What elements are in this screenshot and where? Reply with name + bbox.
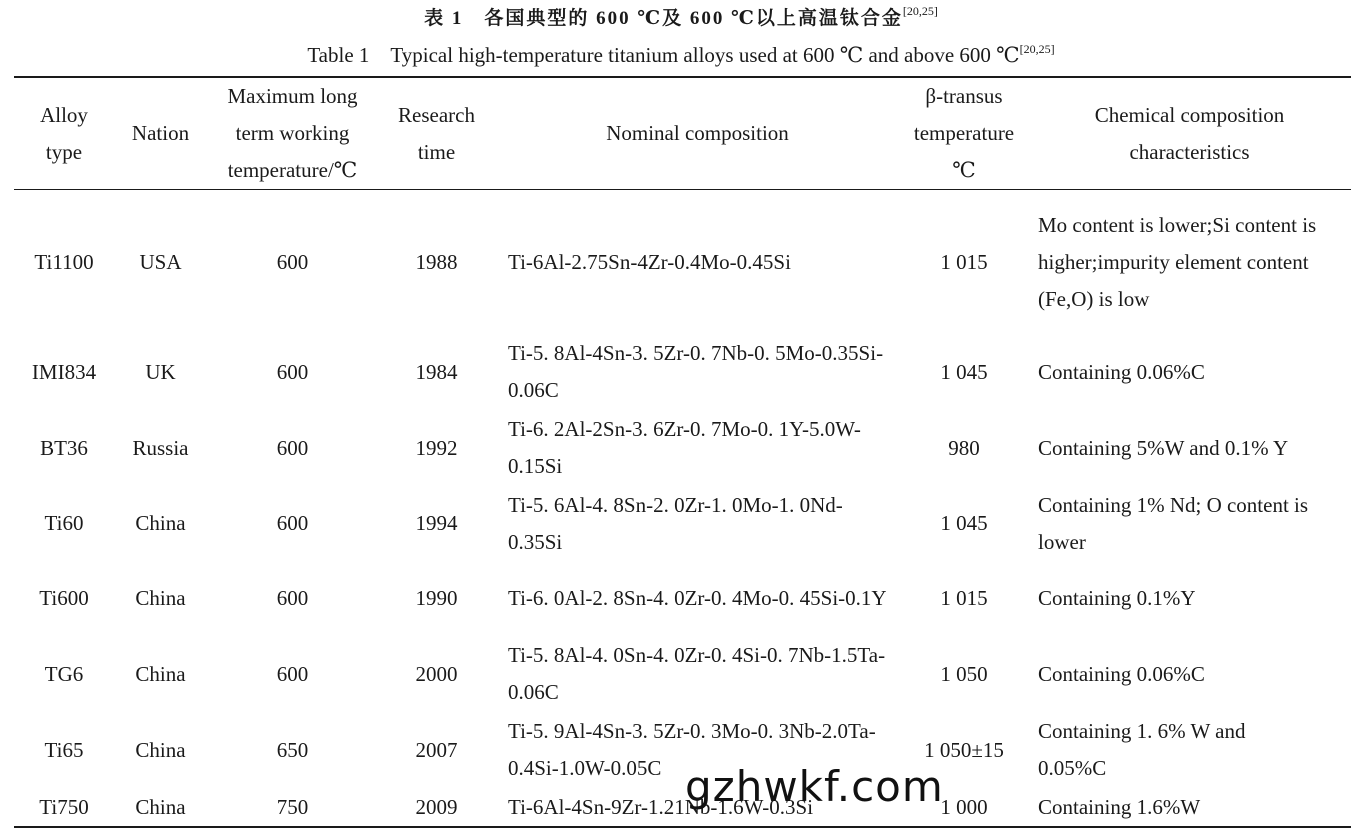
cell-nation: China (135, 586, 186, 610)
cell-max-temperature: 600 (276, 661, 309, 686)
header-chemical-characteristics: Chemical composition characteristics (1094, 102, 1285, 164)
cell-alloy-type: Ti750 (39, 794, 89, 819)
cell-alloy-type: BT36 (40, 435, 88, 460)
cell-max-temperature: 600 (276, 249, 309, 274)
cell-chemical-characteristics: Containing 1% Nd; O content is lower (1038, 492, 1309, 554)
watermark: gzhwkf.com (685, 762, 944, 811)
cell-alloy-type: TG6 (44, 661, 84, 686)
cell-nominal-composition: Ti-6Al-2.75Sn-4Zr-0.4Mo-0.45Si (508, 249, 791, 274)
cell-beta-transus: 1 045 (940, 359, 988, 384)
cell-chemical-characteristics: Containing 1. 6% W and 0.05%C (1038, 719, 1246, 780)
table-row (14, 486, 1351, 561)
cell-nominal-composition: Ti-6Al-4Sn-9Zr-1.21Nb-1.6W-0.3Si (508, 794, 814, 819)
cell-beta-transus: 1 045 (940, 511, 988, 535)
cell-nation: China (135, 661, 186, 686)
cell-research-time: 1988 (415, 249, 458, 274)
cell-max-temperature: 600 (276, 359, 309, 384)
table-row (14, 410, 1351, 486)
table-caption-chinese (0, 3, 1362, 30)
cell-research-time: 2007 (415, 737, 458, 762)
cell-chemical-characteristics: Containing 0.06%C (1038, 661, 1205, 686)
cell-max-temperature: 750 (276, 794, 309, 819)
header-research-time: Research time (398, 102, 475, 164)
cell-nominal-composition: Ti-5. 9Al-4Sn-3. 5Zr-0. 3Mo-0. 3Nb-2.0Ta-0.4Si-1.0W-0.05C (508, 719, 876, 780)
cell-alloy-type: IMI834 (31, 359, 97, 384)
cell-nation: UK (145, 359, 176, 384)
cell-max-temperature: 600 (276, 511, 309, 535)
cell-research-time: 2009 (415, 794, 458, 819)
table-row (14, 788, 1351, 826)
cell-nominal-composition: Ti-5. 8Al-4Sn-3. 5Zr-0. 7Nb-0. 5Mo-0.35Si-0.06C (508, 341, 884, 402)
cell-chemical-characteristics: Containing 0.06%C (1038, 359, 1205, 384)
cell-chemical-characteristics: Mo content is lower;Si content is higher;impurity element content (Fe,O) is low (1038, 212, 1317, 311)
caption-cn-reference: [20,25] (902, 4, 938, 18)
cell-beta-transus: 1 050±15 (924, 737, 1004, 762)
cell-beta-transus: 980 (948, 435, 980, 460)
cell-research-time: 1984 (415, 359, 458, 384)
cell-research-time: 1992 (415, 435, 458, 460)
caption-cn-text: 表 1 各国典型的 600 ℃及 600 ℃以上高温钛合金 (424, 8, 903, 29)
cell-research-time: 1994 (415, 511, 458, 535)
table-row (14, 636, 1351, 712)
table-bottom-rule (14, 826, 1351, 828)
cell-nominal-composition: Ti-5. 8Al-4. 0Sn-4. 0Zr-0. 4Si-0. 7Nb-1.5Ta-0.06C (508, 643, 886, 704)
cell-nominal-composition: Ti-5. 6Al-4. 8Sn-2. 0Zr-1. 0Mo-1. 0Nd-0.35Si (508, 492, 843, 554)
cell-alloy-type: Ti1100 (34, 249, 94, 274)
cell-beta-transus: 1 050 (940, 661, 988, 686)
header-nation: Nation (131, 121, 190, 145)
cell-chemical-characteristics: Containing 1.6%W (1038, 794, 1201, 819)
caption-en-reference: [20,25] (1019, 42, 1055, 56)
table-caption-english (0, 39, 1362, 69)
cell-nation: China (135, 794, 186, 819)
header-alloy-type: Alloy type (40, 102, 88, 164)
cell-beta-transus: 1 000 (940, 794, 988, 819)
cell-research-time: 1990 (415, 586, 458, 610)
cell-max-temperature: 650 (276, 737, 309, 762)
cell-beta-transus: 1 015 (940, 586, 988, 610)
cell-chemical-characteristics: Containing 5%W and 0.1% Y (1038, 435, 1289, 460)
cell-nominal-composition: Ti-6. 0Al-2. 8Sn-4. 0Zr-0. 4Mo-0. 45Si-0.1Y (508, 586, 887, 610)
cell-max-temperature: 600 (276, 586, 309, 610)
header-max-temperature: Maximum long term working temperature/℃ (227, 84, 358, 182)
header-beta-transus: β-transus temperature ℃ (913, 84, 1015, 182)
table-row (14, 190, 1351, 334)
table-row (14, 561, 1351, 636)
cell-nation: China (135, 737, 186, 762)
cell-nation: Russia (132, 435, 189, 460)
cell-chemical-characteristics: Containing 0.1%Y (1038, 586, 1196, 610)
table-header (14, 78, 1351, 189)
cell-alloy-type: Ti65 (44, 737, 84, 762)
cell-nation: USA (139, 249, 182, 274)
cell-nation: China (135, 511, 186, 535)
caption-en-text: Table 1 Typical high-temperature titanium alloys used at 600 ℃ and above 600 ℃ (307, 43, 1020, 67)
header-nominal-composition: Nominal composition (606, 121, 789, 145)
cell-beta-transus: 1 015 (940, 249, 988, 274)
cell-research-time: 2000 (415, 661, 458, 686)
table-row (14, 334, 1351, 410)
cell-alloy-type: Ti600 (39, 586, 89, 610)
cell-nominal-composition: Ti-6. 2Al-2Sn-3. 6Zr-0. 7Mo-0. 1Y-5.0W-0.15Si (508, 417, 861, 478)
cell-alloy-type: Ti60 (44, 511, 84, 535)
table-row (14, 712, 1351, 788)
cell-max-temperature: 600 (276, 435, 309, 460)
